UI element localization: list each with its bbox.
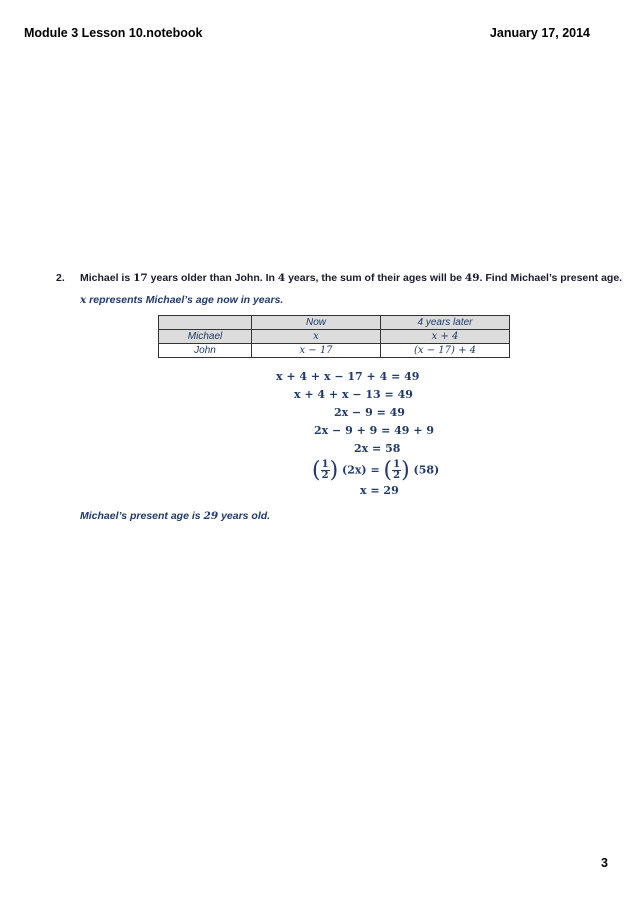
variable-symbol: x <box>80 294 87 306</box>
table-cell: x <box>252 330 381 344</box>
problem-text-d: . Find Michael’s present age. <box>479 272 623 284</box>
fraction-right-tail: (58) <box>413 463 440 477</box>
variable-definition <box>80 294 283 306</box>
table-cell: x − 17 <box>252 344 381 358</box>
solution-step: 2x = 58 <box>354 442 401 455</box>
notebook-date: January 17, 2014 <box>489 26 590 40</box>
table-cell: x + 4 <box>381 330 510 344</box>
solution-step: x + 4 + x − 17 + 4 = 49 <box>276 370 420 383</box>
variable-description: represents Michael’s age now in years. <box>86 294 284 306</box>
table-header-cell: Now <box>252 316 381 330</box>
table-cell: Michael <box>159 330 252 344</box>
problem-statement <box>56 272 622 284</box>
problem-value-4: 4 <box>277 272 286 284</box>
table-cell: John <box>159 344 252 358</box>
problem-number: 2. <box>56 272 65 284</box>
problem-text-a: Michael is <box>80 272 134 284</box>
table-row <box>159 344 510 358</box>
fraction-half: $\frac{1}{2}$ <box>321 459 329 481</box>
answer-text-a: Michael’s present age is <box>80 510 204 522</box>
answer-statement <box>80 510 270 522</box>
problem-value-17: 17 <box>133 272 148 284</box>
fraction-left-tail: (2x) = <box>342 463 380 477</box>
solution-step: x + 4 + x − 13 = 49 <box>294 388 413 401</box>
page-number: 3 <box>601 856 608 870</box>
solution-step-fraction: ( $\frac{1}{2}$ ) (2x) = ( $\frac{1}{2}$ ) (58) <box>312 458 440 483</box>
table-header-cell: 4 years later <box>381 316 510 330</box>
solution-step: x = 29 <box>360 484 399 497</box>
solution-step: 2x − 9 = 49 <box>334 406 405 419</box>
answer-text-b: years old. <box>218 510 271 522</box>
fraction-half: $\frac{1}{2}$ <box>393 459 401 481</box>
answer-value: 29 <box>203 510 219 522</box>
table-cell: (x − 17) + 4 <box>381 344 510 358</box>
ages-table <box>158 315 510 358</box>
solution-step: 2x − 9 + 9 = 49 + 9 <box>314 424 434 437</box>
table-row <box>159 330 510 344</box>
problem-text-c: years, the sum of their ages will be <box>285 272 465 284</box>
table-header-cell <box>159 316 252 330</box>
problem-value-49: 49 <box>464 272 480 284</box>
notebook-title: Module 3 Lesson 10.notebook <box>24 26 203 40</box>
table-header-row <box>159 316 510 330</box>
problem-text-b: years older than John. In <box>147 272 278 284</box>
